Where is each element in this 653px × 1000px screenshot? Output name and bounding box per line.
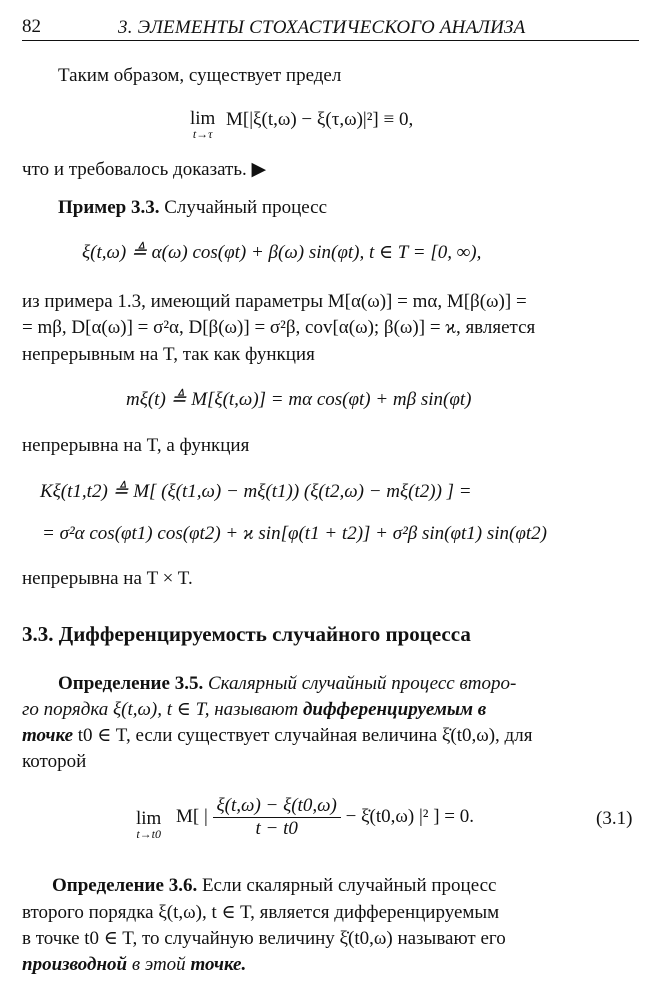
definition-text: го порядка ξ(t,ω), t ∈ T, называют (22, 699, 303, 720)
definition-line (22, 724, 532, 748)
lim-text: lim (190, 108, 216, 129)
text-line: непрерывным на T, так как функция (22, 344, 315, 365)
definition-label: Определение 3.5. (58, 673, 204, 694)
eq-prefix: M[ | (176, 806, 208, 827)
definition-text: в этой (127, 954, 191, 975)
definition-label: Определение 3.6. (52, 875, 198, 896)
equation: mξ(t) ≜ M[ξ(t,ω)] = mα cos(φt) + mβ sin(φt) (126, 389, 472, 410)
text-line: второго порядка ξ(t,ω), t ∈ T, является дифференцируемым (22, 902, 500, 923)
defined-term: точке (22, 725, 74, 746)
defined-term: дифференцируемым в (302, 699, 487, 720)
lim-subscript: t→t0 (136, 827, 161, 841)
text-line: в точке t0 ∈ T, то случайную величину ξ̇(t0,ω) называют его (22, 928, 506, 949)
section-title: 3.3. Дифференцируемость случайного процесса (22, 622, 471, 646)
text-line: = mβ, D[α(ω)] = σ²α, D[β(ω)] = σ²β, cov[α(ω); β(ω)] = ϰ, является (22, 317, 536, 338)
fraction (213, 795, 341, 840)
text-line: которой (22, 751, 87, 772)
running-title: 3. ЭЛЕМЕНТЫ СТОХАСТИЧЕСКОГО АНАЛИЗА (118, 17, 526, 38)
definition-text: Скалярный случайный процесс второ- (203, 673, 517, 694)
text-line: Таким образом, существует предел (58, 65, 342, 86)
fraction-denominator: t − t0 (255, 818, 298, 840)
limit-operator (190, 110, 215, 141)
text-line: непрерывна на T, а функция (22, 435, 250, 456)
lim-text: lim (136, 808, 162, 829)
example-heading (58, 196, 327, 220)
example-label: Пример 3.3. (58, 197, 160, 218)
defined-term: точке. (190, 954, 247, 975)
text-line: непрерывна на T × T. (22, 568, 193, 589)
page-number: 82 (22, 16, 41, 37)
equation-number: (3.1) (596, 808, 633, 829)
lim-subscript: t→τ (192, 127, 213, 141)
definition-text: Если скалярный случайный процесс (197, 875, 497, 896)
eq-suffix: − ξ̇(t0,ω) |² ] = 0. (345, 806, 474, 827)
example-text: Случайный процесс (159, 197, 328, 218)
limit-operator (136, 810, 161, 841)
equation-3-1 (176, 792, 474, 842)
equation: M[|ξ(t,ω) − ξ(τ,ω)|²] ≡ 0, (226, 109, 414, 130)
defined-term: производной (22, 954, 128, 975)
equation: Kξ(t1,t2) ≜ M[ (ξ(t1,ω) − mξ(t1)) (ξ(t2,ω) − mξ(t2)) ] = (40, 481, 472, 502)
definition-line (52, 874, 496, 898)
fraction-numerator: ξ(t,ω) − ξ(t0,ω) (213, 795, 341, 818)
definition-text: t0 ∈ T, если существует случайная величина ξ̇(t0,ω), для (73, 725, 533, 746)
text-line: что и требовалось доказать. ▶ (22, 159, 267, 180)
definition-line (22, 698, 486, 722)
definition-line (58, 672, 516, 696)
equation: = σ²α cos(φt1) cos(φt2) + ϰ sin[φ(t1 + t2)] + σ²β sin(φt1) sin(φt2) (42, 523, 547, 544)
running-header (22, 14, 639, 41)
definition-line (22, 953, 246, 977)
equation: ξ(t,ω) ≜ α(ω) cos(φt) + β(ω) sin(φt), t ∈ T = [0, ∞), (82, 242, 482, 263)
text-line: из примера 1.3, имеющий параметры M[α(ω)] = mα, M[β(ω)] = (22, 291, 527, 312)
